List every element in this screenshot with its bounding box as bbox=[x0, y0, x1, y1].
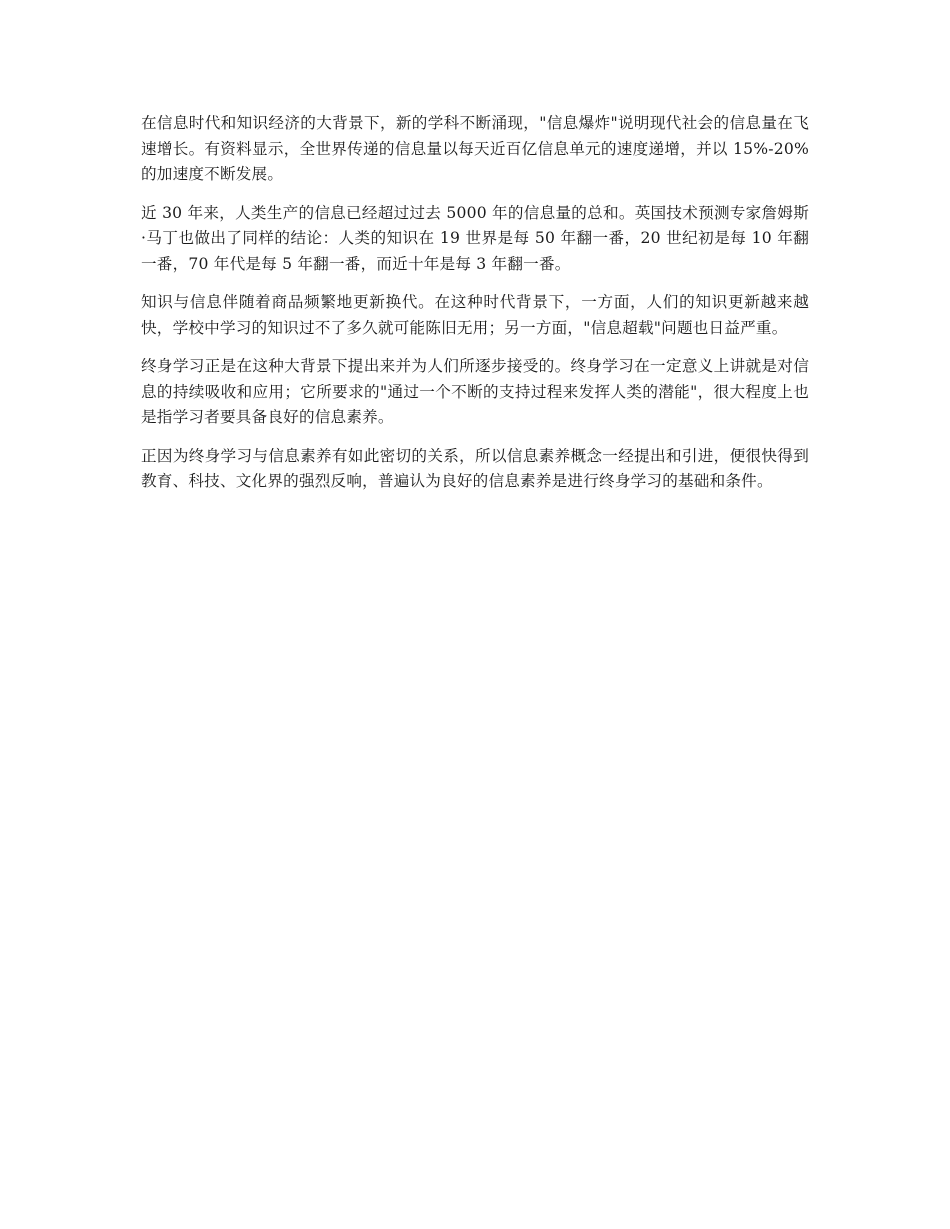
paragraph-2: 近 30 年来，人类生产的信息已经超过过去 5000 年的信息量的总和。英国技术预测专家詹姆斯·马丁也做出了同样的结论：人类的知识在 19 世界是每 50 年翻一番，20 世纪初是每 10 年翻一番，70 年代是每 5 年翻一番，而近十年是每 3 年翻一番。 bbox=[141, 203, 809, 273]
document-body bbox=[141, 111, 809, 508]
paragraph-1: 在信息时代和知识经济的大背景下，新的学科不断涌现，"信息爆炸"说明现代社会的信息量在飞速增长。有资料显示，全世界传递的信息量以每天近百亿信息单元的速度递增，并以 15%-20%的加速度不断发展。 bbox=[141, 114, 809, 183]
paragraph-4: 终身学习正是在这种大背景下提出来并为人们所逐步接受的。终身学习在一定意义上讲就是对信息的持续吸收和应用；它所要求的"通过一个不断的支持过程来发挥人类的潜能"，很大程度上也是指学习者要具备良好的信息素养。 bbox=[141, 357, 809, 426]
paragraph-5: 正因为终身学习与信息素养有如此密切的关系，所以信息素养概念一经提出和引进，便很快得到教育、科技、文化界的强烈反响，普遍认为良好的信息素养是进行终身学习的基础和条件。 bbox=[141, 446, 809, 490]
paragraph-3: 知识与信息伴随着商品频繁地更新换代。在这种时代背景下，一方面，人们的知识更新越来越快，学校中学习的知识过不了多久就可能陈旧无用；另一方面，"信息超载"问题也日益严重。 bbox=[141, 293, 809, 337]
